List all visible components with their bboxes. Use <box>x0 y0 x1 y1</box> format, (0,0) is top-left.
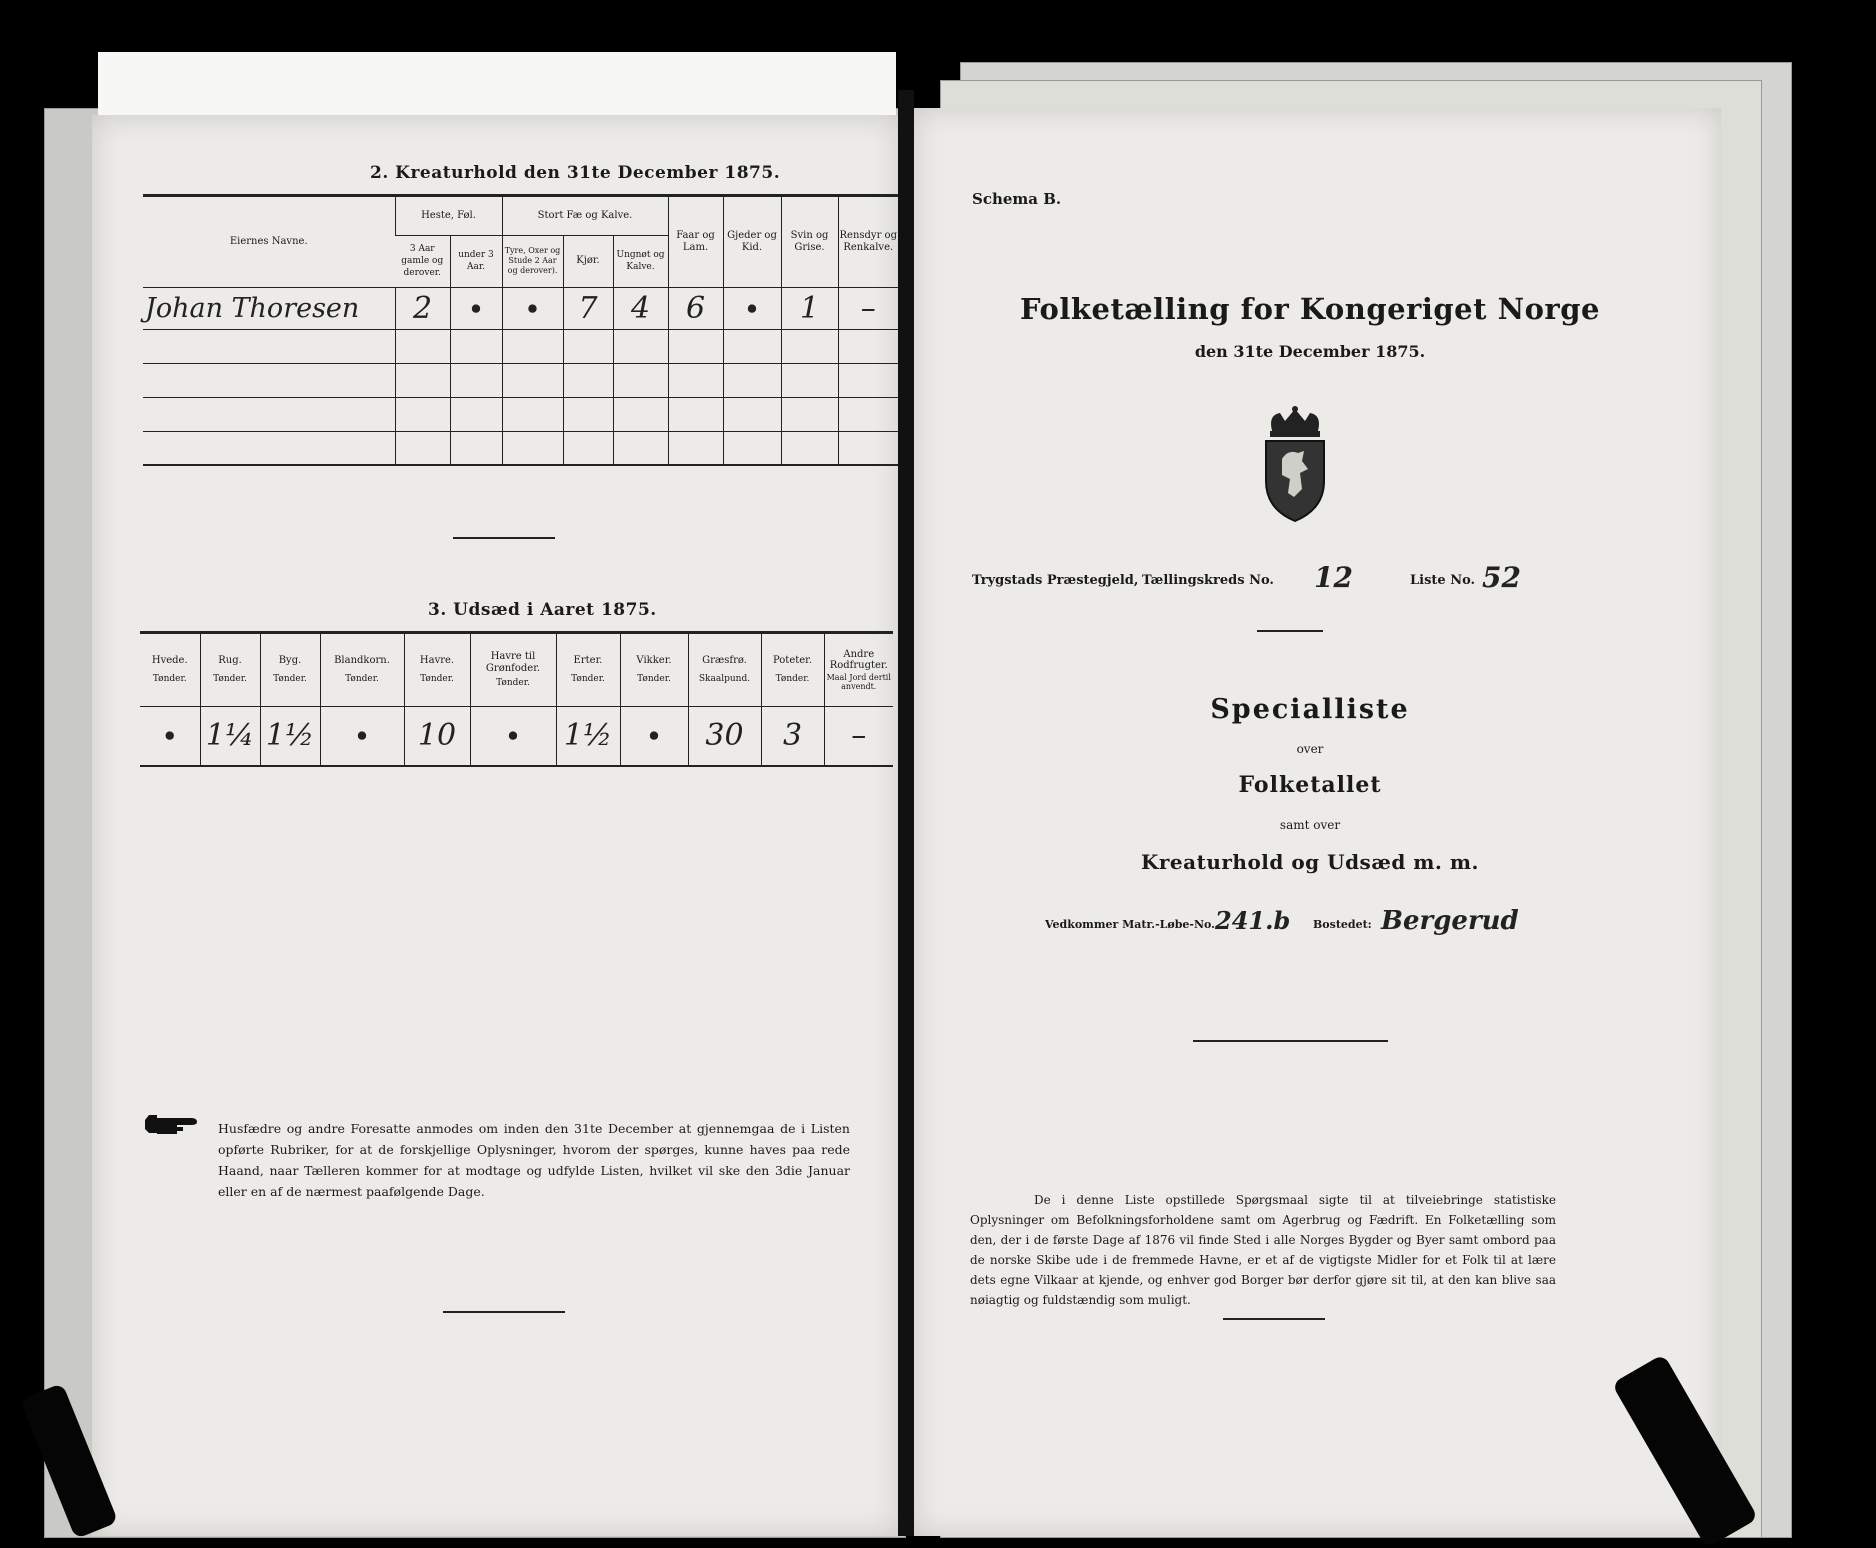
seed-col-unit: Tønder. <box>775 673 810 684</box>
book-gutter <box>898 90 914 1536</box>
seed-col-unit: Tønder. <box>152 673 187 684</box>
seed-col-unit: Tønder. <box>571 673 605 684</box>
livestock-cell: ∙ <box>450 287 502 329</box>
livestock-cell: – <box>838 287 898 329</box>
table-row <box>143 287 898 329</box>
census-date: den 31te December 1875. <box>1194 342 1426 361</box>
table-row <box>143 397 898 431</box>
livestock-title: 2. Kreaturhold den 31te December 1875. <box>370 163 781 183</box>
seed-col-vikker <box>620 634 688 706</box>
purpose-text: De i denne Liste opstillede Spørgsmaal sigte til at tilveiebringe statistiske Oplysninger om Befolkningsforholdene samt om Agerbrug og Fædrift. En Folketælling som den, der i de første Dage af 1876 vil finde Sted i alle Norges Bygder og Byer samt ombord paa de norske Skibe ude i de fremmede Havne, er et af de vigtigste Midler for et Folk til at lære dets egne Vilkaar at kjende, og enhver god Borger bør derfor gjøre sit til, at den kan blive saa nøiagtig og fuldstændig som muligt. <box>970 1193 1556 1307</box>
specialliste-title: Specialliste <box>1210 694 1410 725</box>
seed-cell: – <box>824 706 893 766</box>
liste-label: Liste No. <box>1410 573 1476 588</box>
seed-col-graesfro <box>688 634 761 706</box>
seed-col-name: Erter. <box>573 654 603 666</box>
seed-cell: ∙ <box>140 706 200 766</box>
seed-col-unit: Maal Jord dertil anvendt. <box>826 672 891 691</box>
seed-col-name: Hvede. <box>151 654 188 666</box>
stort-fae-label: Stort Fæ og Kalve. <box>537 210 633 222</box>
seed-cell: ∙ <box>470 706 556 766</box>
seed-cell: 1¼ <box>200 706 260 766</box>
rensdyr-label: Rensdyr og Renkalve. <box>839 229 897 253</box>
seed-table <box>140 634 893 767</box>
tyre-header <box>502 235 563 287</box>
instructions-note: Husfædre og andre Foresatte anmodes om inden den 31te December at gjennemgaa de i Listen opførte Rubriker, for at de forskjellige Oplysninger, hvorom der spørges, kunne haves paa rede Haand, naar Tælleren kommer for at modtage og udfylde Listen, hvilket vil ske den 3die Januar eller en af de nærmest paafølgende Dage. <box>218 1121 850 1199</box>
seed-col-unit: Tønder. <box>213 673 247 684</box>
livestock-cell: 1 <box>781 287 838 329</box>
kjoer-label: Kjør. <box>576 255 600 266</box>
liste-number: 52 <box>1482 561 1521 594</box>
seed-col-name: Vikker. <box>636 654 672 666</box>
gjeder-label: Gjeder og Kid. <box>727 229 777 253</box>
divider-rule <box>453 537 555 539</box>
schema-label: Schema B. <box>972 190 1062 208</box>
over-label: over <box>1296 742 1324 756</box>
heste-under3-header <box>450 235 502 287</box>
seed-col-poteter <box>761 634 824 706</box>
matr-number: 241.b <box>1215 906 1291 935</box>
svin-label: Svin og Grise. <box>790 229 829 253</box>
seed-col-rodfrugter <box>824 634 893 706</box>
seed-col-unit: Tønder. <box>273 673 307 684</box>
prestegjeld-label: Trygstads Præstegjeld, <box>972 573 1139 588</box>
seed-col-name: Andre Rodfrugter. <box>829 648 888 671</box>
svin-header <box>781 197 838 287</box>
heste-label: Heste, Føl. <box>421 210 476 222</box>
kreds-number: 12 <box>1314 561 1353 594</box>
seed-cell: 10 <box>404 706 470 766</box>
table-row <box>143 329 898 363</box>
livestock-table <box>143 197 898 466</box>
owner-cell <box>143 287 395 329</box>
district-line <box>972 561 1592 599</box>
right-divider-rule <box>1257 630 1323 632</box>
seed-col-name: Rug. <box>218 654 242 666</box>
livestock-cell: ∙ <box>723 287 781 329</box>
seed-col-name: Havre. <box>419 654 455 666</box>
seed-col-unit: Tønder. <box>496 677 530 688</box>
seed-col-unit: Tønder. <box>345 673 379 684</box>
livestock-cell: ∙ <box>502 287 563 329</box>
seed-cell: ∙ <box>620 706 688 766</box>
faar-label: Faar og Lam. <box>676 229 715 253</box>
livestock-cell: 4 <box>613 287 668 329</box>
owner-name: Johan Thoresen <box>145 292 360 324</box>
matr-label: Vedkommer Matr.-Løbe-No. <box>1045 918 1215 931</box>
stort-fae-header <box>502 197 668 235</box>
gjeder-header <box>723 197 781 287</box>
census-heading: Folketælling for Kongeriget Norge <box>1020 292 1600 326</box>
right-bottom-rule <box>1223 1318 1325 1320</box>
seed-cell: 30 <box>688 706 761 766</box>
matr-line <box>1045 906 1605 942</box>
table-row <box>143 363 898 397</box>
owner-header <box>143 197 395 287</box>
seed-col-byg <box>260 634 320 706</box>
folketallet-title: Folketallet <box>1238 772 1382 798</box>
seed-col-name: Blandkorn. <box>334 654 390 666</box>
heste-header <box>395 197 502 235</box>
table-row <box>143 431 898 465</box>
livestock-cell: 6 <box>668 287 723 329</box>
right-mid-rule <box>1193 1040 1388 1042</box>
ungnot-label: Ungnøt og Kalve. <box>616 250 665 272</box>
kjoer-header <box>563 235 613 287</box>
rensdyr-header <box>838 197 898 287</box>
seed-col-gronfoder <box>470 634 556 706</box>
bosted-label: Bostedet: <box>1313 918 1372 931</box>
seed-col-rug <box>200 634 260 706</box>
kreds-label: Tællingskreds No. <box>1142 573 1274 588</box>
seed-cell: 1½ <box>556 706 620 766</box>
tyre-label: Tyre, Oxer og Stude 2 Aar og derover). <box>504 246 561 275</box>
seed-cell: 1½ <box>260 706 320 766</box>
heste-3aar-label: 3 Aar gamle og derover. <box>401 244 444 278</box>
bosted-value: Bergerud <box>1381 906 1519 936</box>
heste-under3-label: under 3 Aar. <box>458 250 494 272</box>
kreaturhold-title: Kreaturhold og Udsæd m. m. <box>1141 850 1479 874</box>
left-bottom-rule <box>443 1311 565 1313</box>
ungnot-header <box>613 235 668 287</box>
seed-col-unit: Skaalpund. <box>698 673 751 684</box>
seed-col-erter <box>556 634 620 706</box>
seed-col-hvede <box>140 634 200 706</box>
paper-flap <box>98 52 896 120</box>
seed-col-name: Græsfrø. <box>702 654 747 666</box>
seed-cell: 3 <box>761 706 824 766</box>
livestock-cell: 2 <box>395 287 450 329</box>
owner-header-label: Eiernes Navne. <box>229 236 308 248</box>
seed-title: 3. Udsæd i Aaret 1875. <box>428 600 657 620</box>
seed-col-blandkorn <box>320 634 404 706</box>
table-row <box>140 706 893 766</box>
seed-cell: ∙ <box>320 706 404 766</box>
livestock-cell: 7 <box>563 287 613 329</box>
seed-col-unit: Tønder. <box>637 673 671 684</box>
seed-col-unit: Tønder. <box>420 673 454 684</box>
seed-col-name: Byg. <box>278 654 302 666</box>
heste-3aar-header <box>395 235 450 287</box>
faar-header <box>668 197 723 287</box>
seed-col-name: Havre til Grønfoder. <box>485 650 541 674</box>
seed-col-name: Poteter. <box>772 654 813 666</box>
seed-col-havre <box>404 634 470 706</box>
samt-over-label: samt over <box>1279 818 1341 832</box>
coat-of-arms-icon <box>1258 405 1332 523</box>
pointing-hand-icon <box>143 1112 203 1138</box>
